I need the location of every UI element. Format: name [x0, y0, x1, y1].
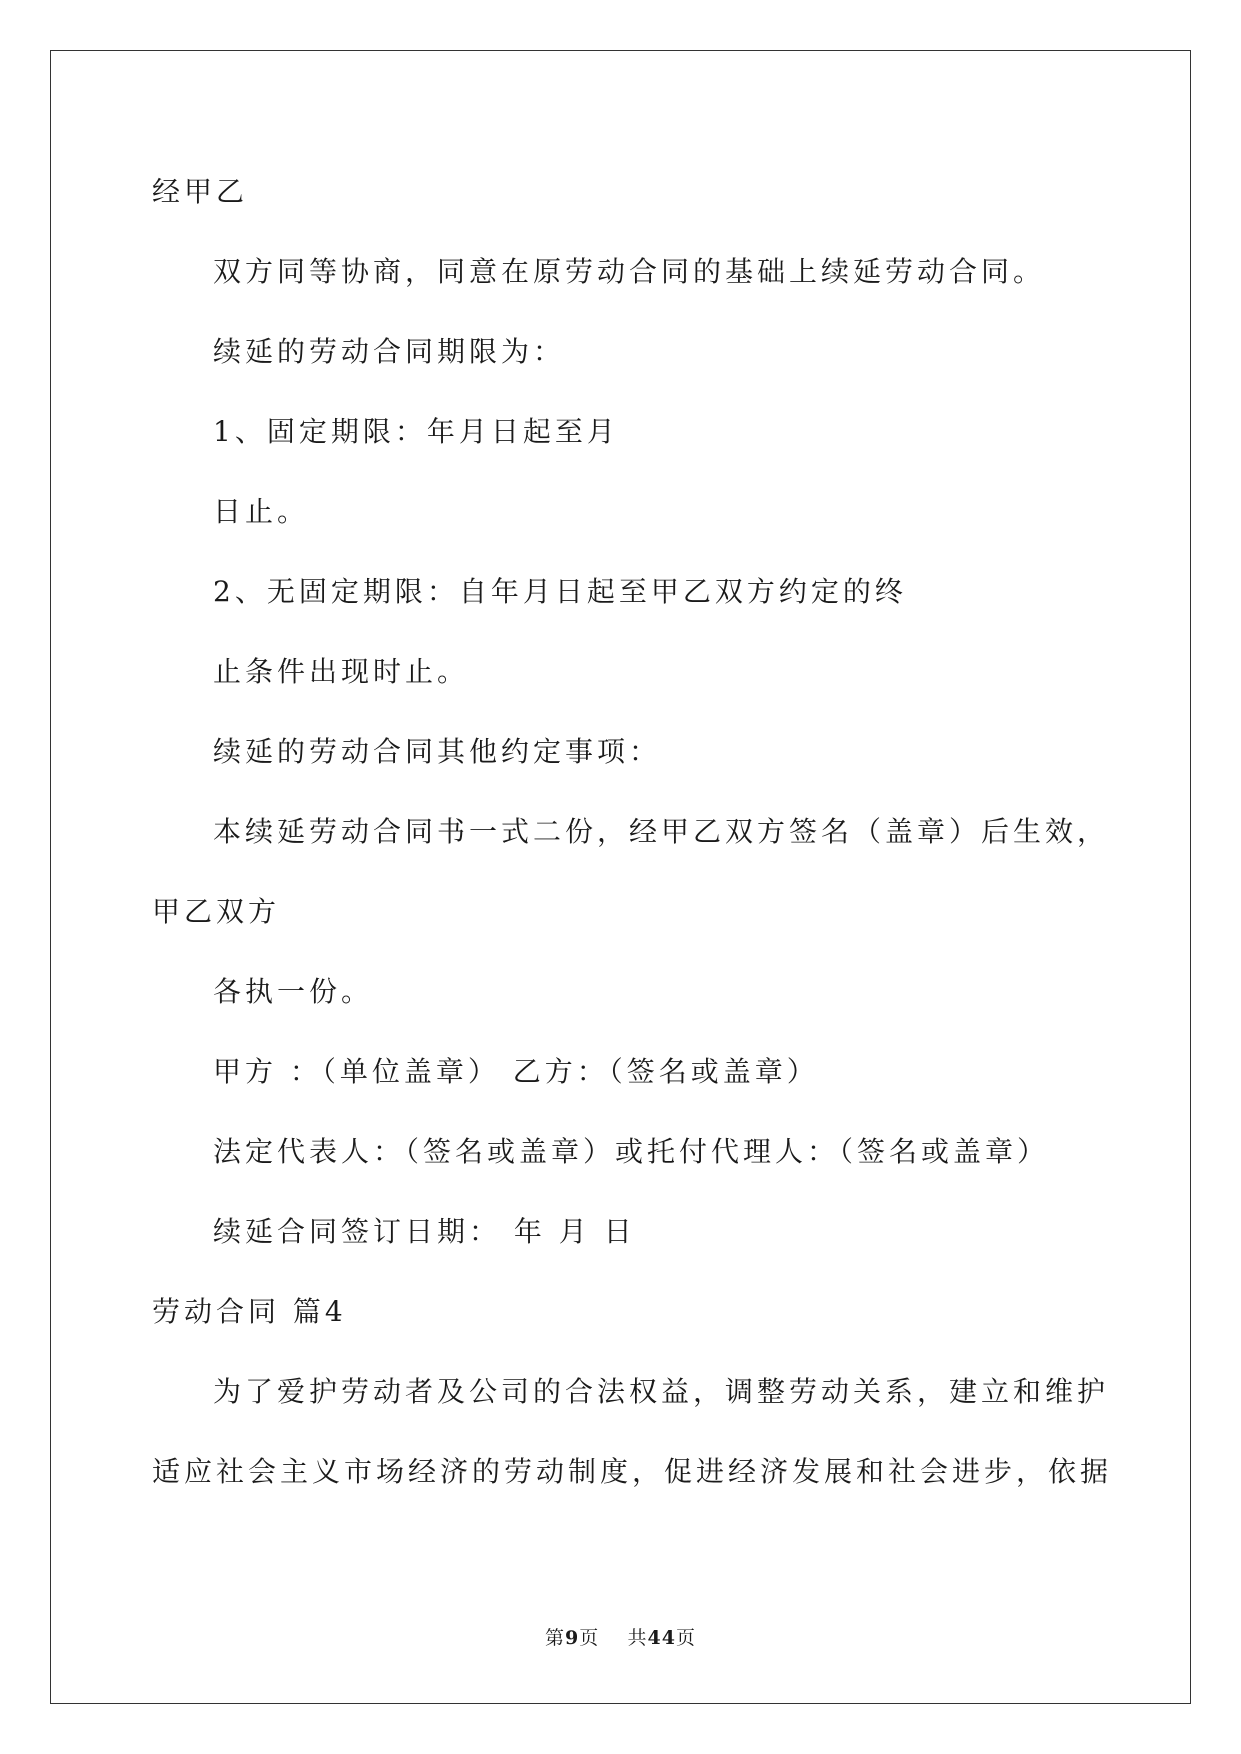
text-line: 为了爱护劳动者及公司的合法权益，调整劳动关系，建立和维护: [213, 1375, 1110, 1408]
text-line: 止条件出现时止。: [213, 655, 470, 688]
section-heading: 劳动合同 篇4: [152, 1295, 347, 1328]
text-line: 双方同等协商，同意在原劳动合同的基础上续延劳动合同。: [213, 255, 1046, 288]
text-line: 日止。: [213, 495, 310, 528]
total-page-count: 44: [647, 1627, 676, 1649]
text-line: 续延的劳动合同期限为：: [213, 335, 566, 368]
text-line: 续延的劳动合同其他约定事项：: [213, 735, 662, 768]
footer-page-label: 页: [579, 1627, 600, 1649]
page-footer: [0, 1626, 1241, 1650]
footer-total-label: 页: [675, 1627, 696, 1649]
footer-total-prefix: 共: [627, 1627, 648, 1649]
current-page-number: 9: [565, 1627, 580, 1649]
text-line: 甲方 ：（单位盖章） 乙方：（签名或盖章）: [213, 1055, 819, 1088]
text-line: 适应社会主义市场经济的劳动制度，促进经济发展和社会进步，依据: [152, 1455, 1113, 1488]
text-line: 续延合同签订日期： 年 月 日: [213, 1215, 636, 1248]
text-line: 各执一份。: [213, 975, 374, 1008]
footer-prefix: 第: [545, 1627, 566, 1649]
text-line: 经甲乙: [152, 175, 249, 208]
text-line: 2、无固定期限：自年月日起至甲乙双方约定的终: [213, 575, 907, 608]
text-line: 甲乙双方: [152, 895, 281, 928]
text-line: 本续延劳动合同书一式二份，经甲乙双方签名（盖章）后生效，: [213, 815, 1110, 848]
text-line: 法定代表人：（签名或盖章）或托付代理人：（签名或盖章）: [213, 1135, 1050, 1168]
text-line: 1、固定期限：年月日起至月: [213, 415, 619, 448]
